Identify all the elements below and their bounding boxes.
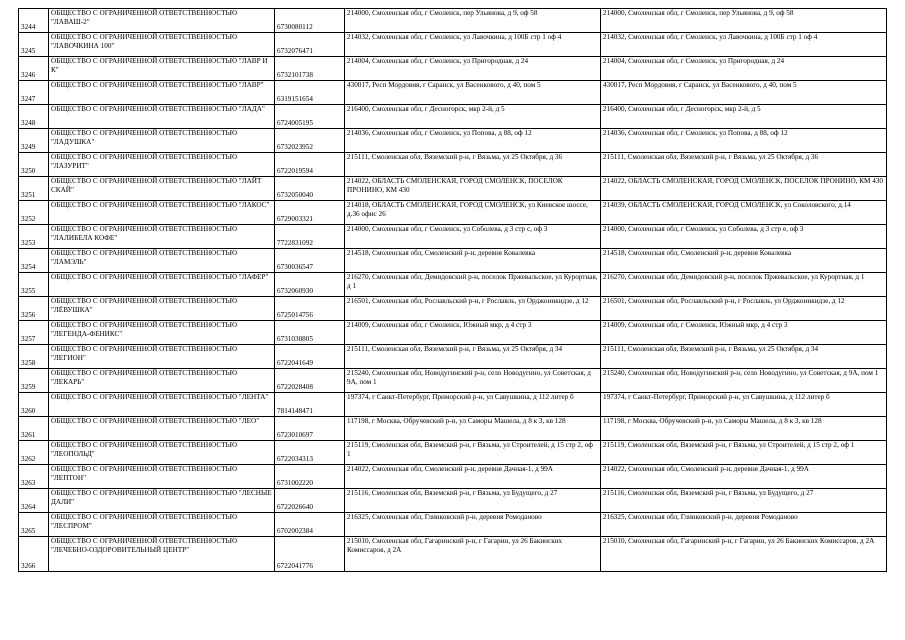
actual-address-cell: 214022, Смоленская обл, Смоленский р-н, деревня Дачная-1, д 99А: [601, 465, 887, 489]
inn-cell: 6725014756: [275, 297, 345, 321]
row-number-cell: 3244: [19, 9, 49, 33]
row-number-cell: 3259: [19, 369, 49, 393]
organization-name-cell: ОБЩЕСТВО С ОГРАНИЧЕННОЙ ОТВЕТСТВЕННОСТЬЮ "ЛАМЭЛЬ": [49, 249, 275, 273]
row-number-cell: 3252: [19, 201, 49, 225]
legal-address-cell: 215111, Смоленская обл, Вяземский р-н, г Вязьма, ул 25 Октября, д 36: [345, 153, 601, 177]
row-number-cell: 3257: [19, 321, 49, 345]
inn-cell: 6702002384: [275, 513, 345, 537]
table-row: [19, 153, 887, 177]
row-number-cell: 3265: [19, 513, 49, 537]
table-row: [19, 513, 887, 537]
inn-cell: 6722034313: [275, 441, 345, 465]
legal-address-cell: 216400, Смоленская обл, г Десногорск, мкр 2-й, д 5: [345, 105, 601, 129]
actual-address-cell: 214009, Смоленская обл, г Смоленск, Южный мкр, д 4 стр 3: [601, 321, 887, 345]
inn-cell: 6731002220: [275, 465, 345, 489]
row-number-cell: 3255: [19, 273, 49, 297]
inn-cell: 6732101738: [275, 57, 345, 81]
legal-address-cell: 117198, г Москва, Обручевский р-н, ул Саморы Машела, д 8 к 3, кв 128: [345, 417, 601, 441]
actual-address-cell: 216400, Смоленская обл, г Десногорск, мкр 2-й, д 5: [601, 105, 887, 129]
table-row: [19, 537, 887, 572]
row-number-cell: 3246: [19, 57, 49, 81]
table-row: [19, 81, 887, 105]
inn-cell: 6730036547: [275, 249, 345, 273]
table-row: [19, 297, 887, 321]
row-number-cell: 3256: [19, 297, 49, 321]
table-row: [19, 465, 887, 489]
inn-cell: 6722019594: [275, 153, 345, 177]
row-number-cell: 3262: [19, 441, 49, 465]
table-row: [19, 441, 887, 465]
actual-address-cell: 215010, Смоленская обл, Гагаринский р-н, г Гагарин, ул 26 Бакинских Комиссаров, д 2А: [601, 537, 887, 572]
legal-address-cell: 214004, Смоленская обл, г Смоленск, ул Пригородная, д 24: [345, 57, 601, 81]
actual-address-cell: 216501, Смоленская обл, Рославльский р-н, г Рославль, ул Орджоникидзе, д 12: [601, 297, 887, 321]
table-row: [19, 105, 887, 129]
organization-name-cell: ОБЩЕСТВО С ОГРАНИЧЕННОЙ ОТВЕТСТВЕННОСТЬЮ "ЛАДУШКА": [49, 129, 275, 153]
legal-address-cell: 214032, Смоленская обл, г Смоленск, ул Лавочкина, д 100Б стр 1 оф 4: [345, 33, 601, 57]
table-row: [19, 489, 887, 513]
legal-address-cell: 216501, Смоленская обл, Рославльский р-н, г Рославль, ул Орджоникидзе, д 12: [345, 297, 601, 321]
organization-name-cell: ОБЩЕСТВО С ОГРАНИЧЕННОЙ ОТВЕТСТВЕННОСТЬЮ "ЛЁВУШКА": [49, 297, 275, 321]
organization-name-cell: ОБЩЕСТВО С ОГРАНИЧЕННОЙ ОТВЕТСТВЕННОСТЬЮ "ЛЕО": [49, 417, 275, 441]
table-row: [19, 321, 887, 345]
actual-address-cell: 214032, Смоленская обл, г Смоленск, ул Лавочкина, д 100Б стр 1 оф 4: [601, 33, 887, 57]
organization-name-cell: ОБЩЕСТВО С ОГРАНИЧЕННОЙ ОТВЕТСТВЕННОСТЬЮ "ЛАДА": [49, 105, 275, 129]
inn-cell: 7722831092: [275, 225, 345, 249]
actual-address-cell: 215111, Смоленская обл, Вяземский р-н, г Вязьма, ул 25 Октября, д 36: [601, 153, 887, 177]
actual-address-cell: 215240, Смоленская обл, Новодугинский р-н, село Новодугино, ул Советская, д 9А, пом 1: [601, 369, 887, 393]
row-number-cell: 3258: [19, 345, 49, 369]
row-number-cell: 3263: [19, 465, 49, 489]
inn-cell: 6722041776: [275, 537, 345, 572]
legal-address-cell: 214022, Смоленская обл, Смоленский р-н, деревня Дачная-1, д 99А: [345, 465, 601, 489]
legal-address-cell: 214009, Смоленская обл, г Смоленск, Южный мкр, д 4 стр 3: [345, 321, 601, 345]
legal-address-cell: 214000, Смоленская обл, г Смоленск, ул Соболева, д 3 стр с, оф 3: [345, 225, 601, 249]
table-row: [19, 393, 887, 417]
registry-sheet: [18, 8, 886, 572]
inn-cell: 6732050040: [275, 177, 345, 201]
organization-name-cell: ОБЩЕСТВО С ОГРАНИЧЕННОЙ ОТВЕТСТВЕННОСТЬЮ "ЛАЗУРИТ": [49, 153, 275, 177]
legal-address-cell: 214518, Смоленская обл, Смоленский р-н, деревня Ковалевка: [345, 249, 601, 273]
organization-name-cell: ОБЩЕСТВО С ОГРАНИЧЕННОЙ ОТВЕТСТВЕННОСТЬЮ "ЛЕПТОН": [49, 465, 275, 489]
inn-cell: 6730080112: [275, 9, 345, 33]
inn-cell: 6729003321: [275, 201, 345, 225]
row-number-cell: 3264: [19, 489, 49, 513]
row-number-cell: 3266: [19, 537, 49, 572]
legal-address-cell: 214036, Смоленская обл, г Смоленск, ул Попова, д 88, оф 12: [345, 129, 601, 153]
row-number-cell: 3245: [19, 33, 49, 57]
actual-address-cell: 214004, Смоленская обл, г Смоленск, ул Пригородная, д 24: [601, 57, 887, 81]
actual-address-cell: 197374, г Санкт-Петербург, Приморский р-н, ул Савушкина, д 112 литер б: [601, 393, 887, 417]
table-row: [19, 129, 887, 153]
actual-address-cell: 117198, г Москва, Обручевский р-н, ул Саморы Машела, д 8 к 3, кв 128: [601, 417, 887, 441]
inn-cell: 6724005195: [275, 105, 345, 129]
row-number-cell: 3254: [19, 249, 49, 273]
organization-name-cell: ОБЩЕСТВО С ОГРАНИЧЕННОЙ ОТВЕТСТВЕННОСТЬЮ "ЛЕГЕНДА-ФЕНИКС": [49, 321, 275, 345]
legal-address-cell: 215010, Смоленская обл, Гагаринский р-н, г Гагарин, ул 26 Бакинских Комиссаров, д 2А: [345, 537, 601, 572]
inn-cell: 6722041649: [275, 345, 345, 369]
organization-name-cell: ОБЩЕСТВО С ОГРАНИЧЕННОЙ ОТВЕТСТВЕННОСТЬЮ "ЛЕКАРЬ": [49, 369, 275, 393]
legal-address-cell: 216325, Смоленская обл, Глинковский р-н, деревня Ромодановo: [345, 513, 601, 537]
actual-address-cell: 216270, Смоленская обл, Демидовский р-н, поселок Пржевальское, ул Курортная, д 1: [601, 273, 887, 297]
legal-address-cell: 197374, г Санкт-Петербург, Приморский р-н, ул Савушкина, д 112 литер б: [345, 393, 601, 417]
organization-name-cell: ОБЩЕСТВО С ОГРАНИЧЕННОЙ ОТВЕТСТВЕННОСТЬЮ "ЛАЛИБЕЛА КОФЕ": [49, 225, 275, 249]
organization-name-cell: ОБЩЕСТВО С ОГРАНИЧЕННОЙ ОТВЕТСТВЕННОСТЬЮ "ЛАВР И К": [49, 57, 275, 81]
organization-name-cell: ОБЩЕСТВО С ОГРАНИЧЕННОЙ ОТВЕТСТВЕННОСТЬЮ "ЛЕСНЫЕ ДАЛИ": [49, 489, 275, 513]
inn-cell: 6732023952: [275, 129, 345, 153]
legal-address-cell: 430017, Респ Мордовия, г Саранск, ул Васенкового, д 40, пом 5: [345, 81, 601, 105]
table-row: [19, 369, 887, 393]
actual-address-cell: 215111, Смоленская обл, Вяземский р-н, г Вязьма, ул 25 Октября, д 34: [601, 345, 887, 369]
table-row: [19, 201, 887, 225]
registry-table-body: [19, 9, 887, 572]
table-row: [19, 57, 887, 81]
registry-table: [18, 8, 887, 572]
legal-address-cell: 216270, Смоленская обл, Демидовский р-н, поселок Пржевальское, ул Курортная, д 1: [345, 273, 601, 297]
table-row: [19, 417, 887, 441]
legal-address-cell: 214000, Смоленская обл, г Смоленск, пер Ульянова, д 9, оф 58: [345, 9, 601, 33]
organization-name-cell: ОБЩЕСТВО С ОГРАНИЧЕННОЙ ОТВЕТСТВЕННОСТЬЮ "ЛЕНТА": [49, 393, 275, 417]
legal-address-cell: 215240, Смоленская обл, Новодугинский р-н, село Новодугино, ул Советская, д 9А, пом 1: [345, 369, 601, 393]
inn-cell: 6732060930: [275, 273, 345, 297]
actual-address-cell: 214000, Смоленская обл, г Смоленск, пер Ульянова, д 9, оф 58: [601, 9, 887, 33]
legal-address-cell: 215111, Смоленская обл, Вяземский р-н, г Вязьма, ул 25 Октября, д 34: [345, 345, 601, 369]
organization-name-cell: ОБЩЕСТВО С ОГРАНИЧЕННОЙ ОТВЕТСТВЕННОСТЬЮ "ЛАВР": [49, 81, 275, 105]
actual-address-cell: 215119, Смоленская обл, Вяземский р-н, г Вязьма, ул Строителей, д 15 стр 2, оф 1: [601, 441, 887, 465]
organization-name-cell: ОБЩЕСТВО С ОГРАНИЧЕННОЙ ОТВЕТСТВЕННОСТЬЮ "ЛЕГИОН": [49, 345, 275, 369]
table-row: [19, 225, 887, 249]
table-row: [19, 345, 887, 369]
actual-address-cell: 214036, Смоленская обл, г Смоленск, ул Попова, д 88, оф 12: [601, 129, 887, 153]
row-number-cell: 3248: [19, 105, 49, 129]
organization-name-cell: ОБЩЕСТВО С ОГРАНИЧЕННОЙ ОТВЕТСТВЕННОСТЬЮ "ЛАВАШ-2": [49, 9, 275, 33]
row-number-cell: 3260: [19, 393, 49, 417]
row-number-cell: 3249: [19, 129, 49, 153]
actual-address-cell: 215116, Смоленская обл, Вяземский р-н, г Вязьма, ул Будущего, д 27: [601, 489, 887, 513]
actual-address-cell: 214022, ОБЛАСТЬ СМОЛЕНСКАЯ, ГОРОД СМОЛЕНСК, ПОСЕЛОК ПРОНИНО, КМ 430: [601, 177, 887, 201]
table-row: [19, 177, 887, 201]
row-number-cell: 3253: [19, 225, 49, 249]
organization-name-cell: ОБЩЕСТВО С ОГРАНИЧЕННОЙ ОТВЕТСТВЕННОСТЬЮ "ЛЕСПРОМ": [49, 513, 275, 537]
organization-name-cell: ОБЩЕСТВО С ОГРАНИЧЕННОЙ ОТВЕТСТВЕННОСТЬЮ "ЛЕЧЕБНО-ОЗДОРОВИТЕЛЬНЫЙ ЦЕНТР": [49, 537, 275, 572]
organization-name-cell: ОБЩЕСТВО С ОГРАНИЧЕННОЙ ОТВЕТСТВЕННОСТЬЮ "ЛАВОЧКИНА 100": [49, 33, 275, 57]
organization-name-cell: ОБЩЕСТВО С ОГРАНИЧЕННОЙ ОТВЕТСТВЕННОСТЬЮ "ЛЕОПОЛЬД": [49, 441, 275, 465]
actual-address-cell: 214000, Смоленская обл, г Смоленск, ул Соболева, д 3 стр е, оф 3: [601, 225, 887, 249]
table-row: [19, 9, 887, 33]
organization-name-cell: ОБЩЕСТВО С ОГРАНИЧЕННОЙ ОТВЕТСТВЕННОСТЬЮ "ЛАФЕР": [49, 273, 275, 297]
inn-cell: 6732076471: [275, 33, 345, 57]
row-number-cell: 3247: [19, 81, 49, 105]
legal-address-cell: 215119, Смоленская обл, Вяземский р-н, г Вязьма, ул Строителей, д 15 стр 2, оф 1: [345, 441, 601, 465]
row-number-cell: 3250: [19, 153, 49, 177]
actual-address-cell: 214518, Смоленская обл, Смоленский р-н, деревня Ковалевка: [601, 249, 887, 273]
inn-cell: 6722026640: [275, 489, 345, 513]
inn-cell: 6723010697: [275, 417, 345, 441]
inn-cell: 6722028408: [275, 369, 345, 393]
table-row: [19, 249, 887, 273]
organization-name-cell: ОБЩЕСТВО С ОГРАНИЧЕННОЙ ОТВЕТСТВЕННОСТЬЮ "ЛАКОС": [49, 201, 275, 225]
row-number-cell: 3251: [19, 177, 49, 201]
actual-address-cell: 430017, Респ Мордовия, г Саранск, ул Васенкового, д 40, пом 5: [601, 81, 887, 105]
actual-address-cell: 216325, Смоленская обл, Глинковский р-н, деревня Ромодановo: [601, 513, 887, 537]
inn-cell: 7814148471: [275, 393, 345, 417]
table-row: [19, 273, 887, 297]
organization-name-cell: ОБЩЕСТВО С ОГРАНИЧЕННОЙ ОТВЕТСТВЕННОСТЬЮ "ЛАЙТ СКАЙ": [49, 177, 275, 201]
legal-address-cell: 214022, ОБЛАСТЬ СМОЛЕНСКАЯ, ГОРОД СМОЛЕНСК, ПОСЕЛОК ПРОНИНО, КМ 430: [345, 177, 601, 201]
inn-cell: 6731030805: [275, 321, 345, 345]
row-number-cell: 3261: [19, 417, 49, 441]
table-row: [19, 33, 887, 57]
legal-address-cell: 214018, ОБЛАСТЬ СМОЛЕНСКАЯ, ГОРОД СМОЛЕНСК, ул Киевское шоссе, д.36 офис 26: [345, 201, 601, 225]
legal-address-cell: 215116, Смоленская обл, Вяземский р-н, г Вязьма, ул Будущего, д 27: [345, 489, 601, 513]
inn-cell: 6319151654: [275, 81, 345, 105]
actual-address-cell: 214039, ОБЛАСТЬ СМОЛЕНСКАЯ, ГОРОД СМОЛЕНСК, ул Соколовского, д.14: [601, 201, 887, 225]
